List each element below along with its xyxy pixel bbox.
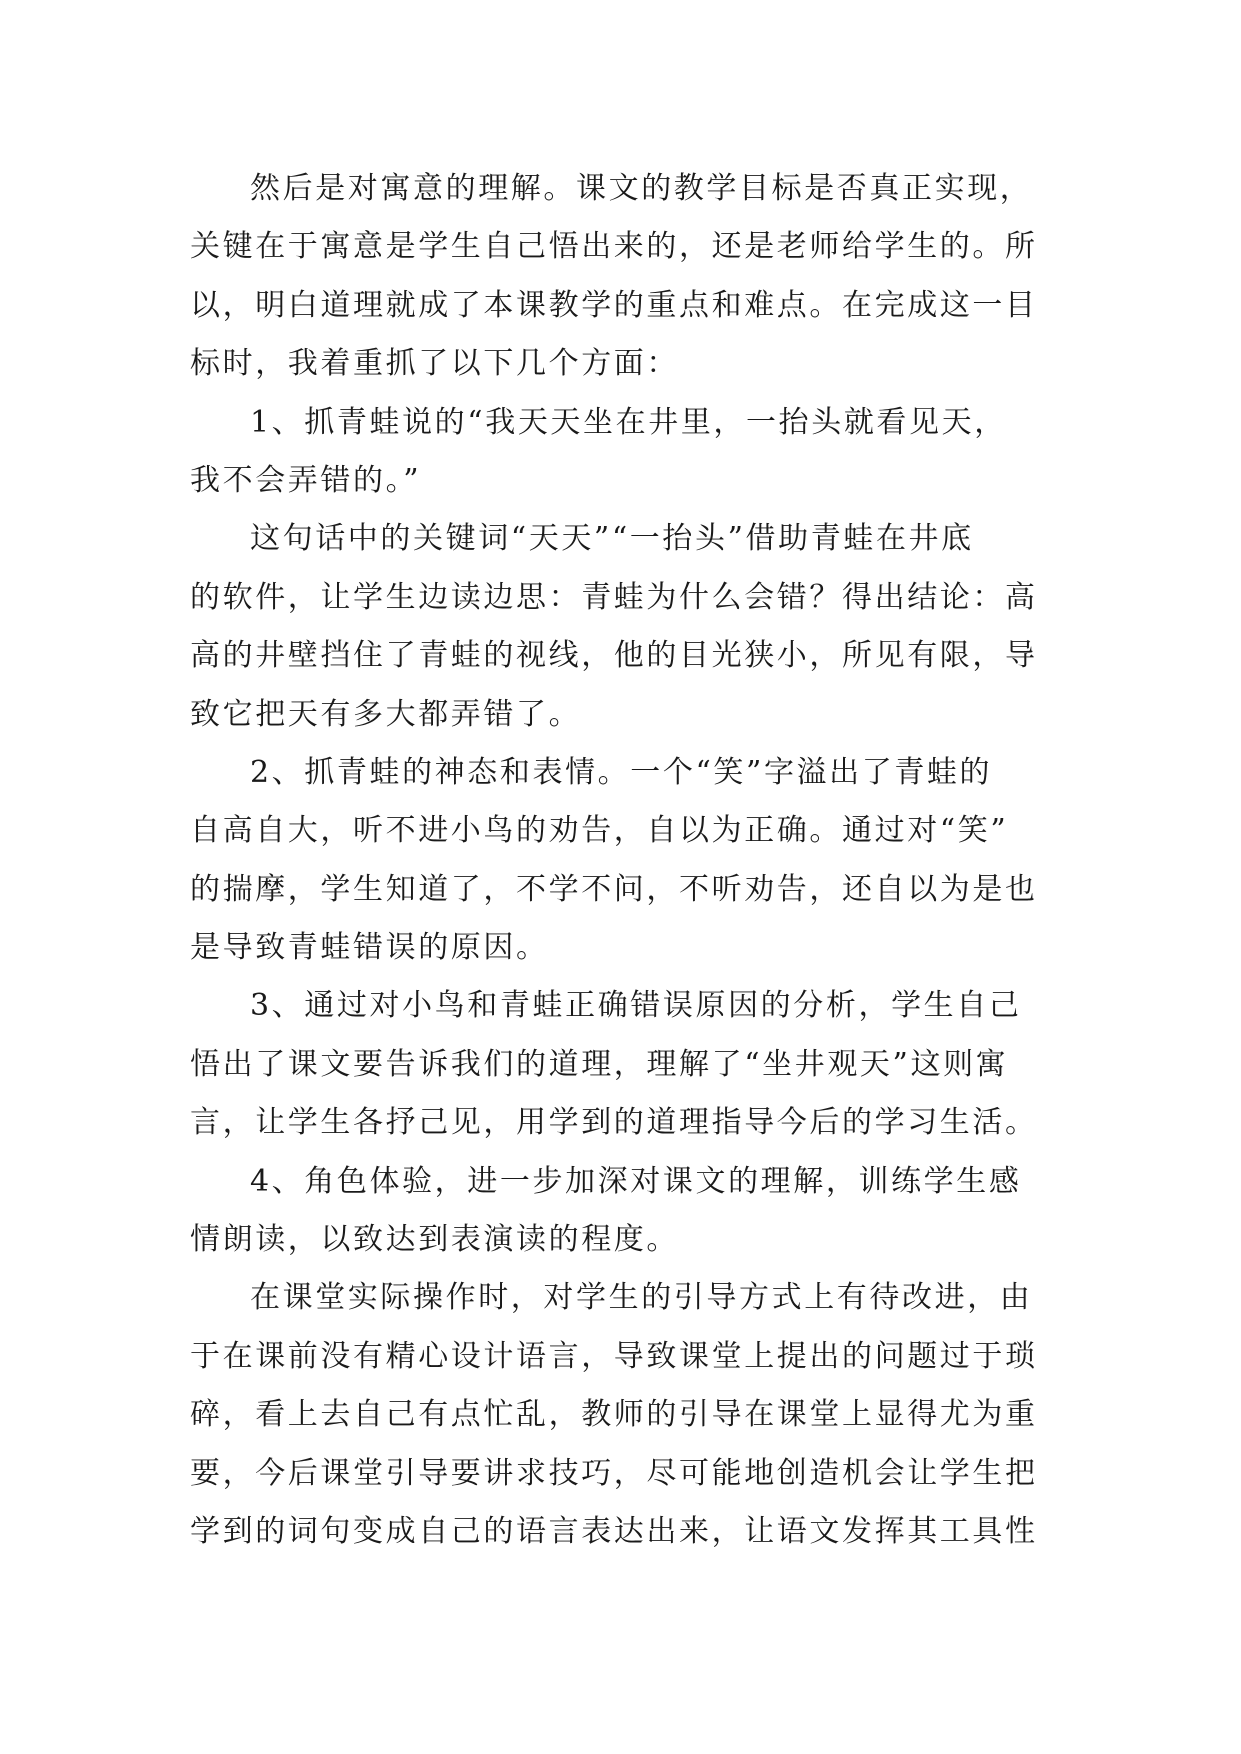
text-line: 情朗读，以致达到表演读的程度。 [190,1222,679,1258]
text-line: 然后是对寓意的理解。课文的教学目标是否真正实现， [250,171,1033,206]
text-line: 在课堂实际操作时，对学生的引导方式上有待改进，由 [250,1280,1033,1316]
paragraph-1 [190,160,1070,394]
text-line: 的揣摩，学生知道了，不学不问，不听劝告，还自以为是也 [190,871,1038,907]
paragraph-2 [190,394,1070,511]
text-line: 悟出了课文要告诉我们的道理，理解了“坐井观天”这则寓 [190,1046,1009,1082]
text-line: 1、抓青蛙说的“我天天坐在井里，一抬头就看见天， [250,404,1007,440]
text-line: 致它把天有多大都弄错了。 [190,696,582,732]
text-line: 碎，看上去自己有点忙乱，教师的引导在课堂上显得尤为重 [190,1397,1038,1433]
text-line: 3、通过对小鸟和青蛙正确错误原因的分析，学生自己 [250,988,1022,1024]
paragraph-3 [190,510,1070,744]
text-line: 学到的词句变成自己的语言表达出来，让语文发挥其工具性 [190,1513,1038,1549]
text-line: 的软件，让学生边读边思：青蛙为什么会错？得出结论：高 [190,579,1038,615]
text-line: 是导致青蛙错误的原因。 [190,930,549,966]
text-line: 以，明白道理就成了本课教学的重点和难点。在完成这一目 [190,287,1038,323]
text-line: 高的井壁挡住了青蛙的视线，他的目光狭小，所见有限，导 [190,638,1038,674]
text-line: 自高自大，听不进小鸟的劝告，自以为正确。通过对“笑” [190,813,1009,849]
text-line: 我不会弄错的。” [190,462,422,498]
text-line: 言，让学生各抒己见，用学到的道理指导今后的学习生活。 [190,1105,1038,1141]
text-line: 要，今后课堂引导要讲求技巧，尽可能地创造机会让学生把 [190,1455,1038,1491]
text-line: 标时，我着重抓了以下几个方面： [190,346,679,382]
paragraph-4 [190,744,1070,978]
text-line: 这句话中的关键词“天天”“一抬头”借助青蛙在井底 [250,521,974,557]
paragraph-6 [190,1153,1070,1270]
document-body [190,160,1070,1561]
paragraph-5 [190,977,1070,1152]
text-line: 2、抓青蛙的神态和表情。一个“笑”字溢出了青蛙的 [250,754,993,790]
text-line: 4、角色体验，进一步加深对课文的理解，训练学生感 [250,1163,1022,1199]
text-line: 于在课前没有精心设计语言，导致课堂上提出的问题过于琐 [190,1338,1038,1374]
text-line: 关键在于寓意是学生自己悟出来的，还是老师给学生的。所 [190,229,1038,265]
paragraph-7 [190,1269,1070,1561]
